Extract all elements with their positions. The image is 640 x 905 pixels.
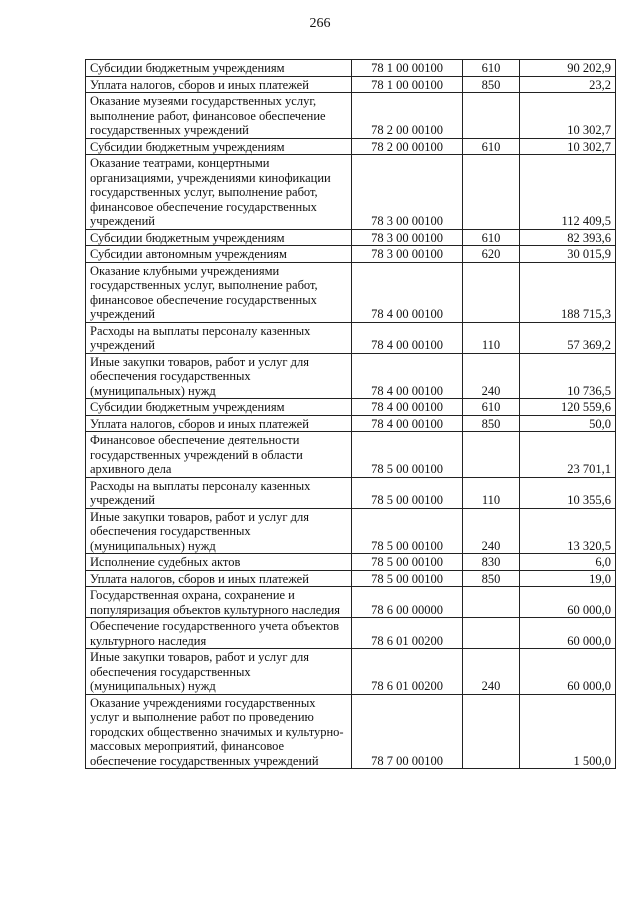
- row-code-cell: 78 3 00 00100: [352, 229, 463, 246]
- row-code-cell: 78 4 00 00100: [352, 399, 463, 416]
- row-amount-cell: 82 393,6: [520, 229, 616, 246]
- table-row: [86, 138, 616, 155]
- row-type-cell: [463, 587, 520, 618]
- row-name-cell: Уплата налогов, сборов и иных платежей: [86, 570, 352, 587]
- row-type-cell: 610: [463, 60, 520, 77]
- row-amount-cell: 60 000,0: [520, 587, 616, 618]
- row-name-cell: Уплата налогов, сборов и иных платежей: [86, 415, 352, 432]
- row-type-cell: 830: [463, 554, 520, 571]
- row-type-cell: 610: [463, 229, 520, 246]
- row-amount-cell: 19,0: [520, 570, 616, 587]
- row-amount-cell: 10 736,5: [520, 353, 616, 399]
- row-name-cell: Расходы на выплаты персоналу казенных учреждений: [86, 322, 352, 353]
- row-type-cell: [463, 694, 520, 769]
- row-code-cell: 78 6 00 00000: [352, 587, 463, 618]
- row-type-cell: 110: [463, 477, 520, 508]
- row-name-cell: Оказание театрами, концертными организациями, учреждениями кинофикации государственных услуг, выполнение работ, финансовое обеспечение государственных учреждений: [86, 155, 352, 230]
- row-amount-cell: 23 701,1: [520, 432, 616, 478]
- table-row: [86, 570, 616, 587]
- row-type-cell: 620: [463, 246, 520, 263]
- row-name-cell: Иные закупки товаров, работ и услуг для обеспечения государственных (муниципальных) нужд: [86, 508, 352, 554]
- table-row: [86, 353, 616, 399]
- row-name-cell: Оказание клубными учреждениями государственных услуг, выполнение работ, финансовое обеспечение государственных учреждений: [86, 262, 352, 322]
- row-code-cell: 78 5 00 00100: [352, 554, 463, 571]
- row-name-cell: Обеспечение государственного учета объектов культурного наследия: [86, 618, 352, 649]
- row-name-cell: Субсидии бюджетным учреждениям: [86, 138, 352, 155]
- row-code-cell: 78 1 00 00100: [352, 76, 463, 93]
- row-name-cell: Иные закупки товаров, работ и услуг для обеспечения государственных (муниципальных) нужд: [86, 649, 352, 695]
- row-code-cell: 78 1 00 00100: [352, 60, 463, 77]
- table-row: [86, 155, 616, 230]
- table-row: [86, 93, 616, 139]
- row-amount-cell: 50,0: [520, 415, 616, 432]
- row-amount-cell: 57 369,2: [520, 322, 616, 353]
- row-name-cell: Субсидии бюджетным учреждениям: [86, 60, 352, 77]
- row-code-cell: 78 5 00 00100: [352, 477, 463, 508]
- row-type-cell: [463, 432, 520, 478]
- row-name-cell: Субсидии бюджетным учреждениям: [86, 399, 352, 416]
- row-amount-cell: 188 715,3: [520, 262, 616, 322]
- row-amount-cell: 10 302,7: [520, 93, 616, 139]
- row-type-cell: 850: [463, 415, 520, 432]
- row-amount-cell: 1 500,0: [520, 694, 616, 769]
- row-amount-cell: 10 355,6: [520, 477, 616, 508]
- table-row: [86, 587, 616, 618]
- table-row: [86, 399, 616, 416]
- table-row: [86, 415, 616, 432]
- row-amount-cell: 30 015,9: [520, 246, 616, 263]
- budget-table: [85, 59, 616, 769]
- row-code-cell: 78 5 00 00100: [352, 508, 463, 554]
- row-type-cell: 850: [463, 76, 520, 93]
- row-code-cell: 78 5 00 00100: [352, 570, 463, 587]
- table-row: [86, 60, 616, 77]
- row-amount-cell: 112 409,5: [520, 155, 616, 230]
- table-row: [86, 618, 616, 649]
- row-type-cell: 610: [463, 138, 520, 155]
- row-name-cell: Исполнение судебных актов: [86, 554, 352, 571]
- row-type-cell: 610: [463, 399, 520, 416]
- row-amount-cell: 10 302,7: [520, 138, 616, 155]
- table-row: [86, 477, 616, 508]
- row-name-cell: Субсидии автономным учреждениям: [86, 246, 352, 263]
- row-type-cell: 110: [463, 322, 520, 353]
- row-amount-cell: 60 000,0: [520, 618, 616, 649]
- row-type-cell: 850: [463, 570, 520, 587]
- row-amount-cell: 90 202,9: [520, 60, 616, 77]
- table-row: [86, 229, 616, 246]
- row-code-cell: 78 6 01 00200: [352, 618, 463, 649]
- row-code-cell: 78 7 00 00100: [352, 694, 463, 769]
- table-row: [86, 76, 616, 93]
- page-number: 266: [309, 16, 331, 31]
- row-name-cell: Расходы на выплаты персоналу казенных учреждений: [86, 477, 352, 508]
- row-type-cell: [463, 262, 520, 322]
- row-type-cell: [463, 93, 520, 139]
- row-code-cell: 78 3 00 00100: [352, 155, 463, 230]
- row-code-cell: 78 4 00 00100: [352, 322, 463, 353]
- row-name-cell: Государственная охрана, сохранение и популяризация объектов культурного наследия: [86, 587, 352, 618]
- row-name-cell: Финансовое обеспечение деятельности государственных учреждений в области архивного дела: [86, 432, 352, 478]
- row-amount-cell: 6,0: [520, 554, 616, 571]
- row-amount-cell: 120 559,6: [520, 399, 616, 416]
- row-code-cell: 78 3 00 00100: [352, 246, 463, 263]
- row-amount-cell: 23,2: [520, 76, 616, 93]
- table-row: [86, 694, 616, 769]
- table-row: [86, 508, 616, 554]
- row-type-cell: [463, 155, 520, 230]
- row-code-cell: 78 4 00 00100: [352, 353, 463, 399]
- table-row: [86, 554, 616, 571]
- row-amount-cell: 13 320,5: [520, 508, 616, 554]
- row-code-cell: 78 2 00 00100: [352, 93, 463, 139]
- row-type-cell: 240: [463, 353, 520, 399]
- row-type-cell: 240: [463, 508, 520, 554]
- table-row: [86, 649, 616, 695]
- row-name-cell: Субсидии бюджетным учреждениям: [86, 229, 352, 246]
- row-name-cell: Уплата налогов, сборов и иных платежей: [86, 76, 352, 93]
- row-code-cell: 78 6 01 00200: [352, 649, 463, 695]
- row-type-cell: [463, 618, 520, 649]
- table-row: [86, 262, 616, 322]
- row-amount-cell: 60 000,0: [520, 649, 616, 695]
- row-code-cell: 78 5 00 00100: [352, 432, 463, 478]
- row-name-cell: Оказание учреждениями государственных услуг и выполнение работ по проведению городских общественно значимых и культурно-массовых мероприятий, финансовое обеспечение государственных учреждений: [86, 694, 352, 769]
- table-row: [86, 322, 616, 353]
- row-code-cell: 78 4 00 00100: [352, 262, 463, 322]
- row-code-cell: 78 2 00 00100: [352, 138, 463, 155]
- table-row: [86, 432, 616, 478]
- row-name-cell: Оказание музеями государственных услуг, выполнение работ, финансовое обеспечение государственных учреждений: [86, 93, 352, 139]
- row-type-cell: 240: [463, 649, 520, 695]
- row-name-cell: Иные закупки товаров, работ и услуг для обеспечения государственных (муниципальных) нужд: [86, 353, 352, 399]
- table-row: [86, 246, 616, 263]
- row-code-cell: 78 4 00 00100: [352, 415, 463, 432]
